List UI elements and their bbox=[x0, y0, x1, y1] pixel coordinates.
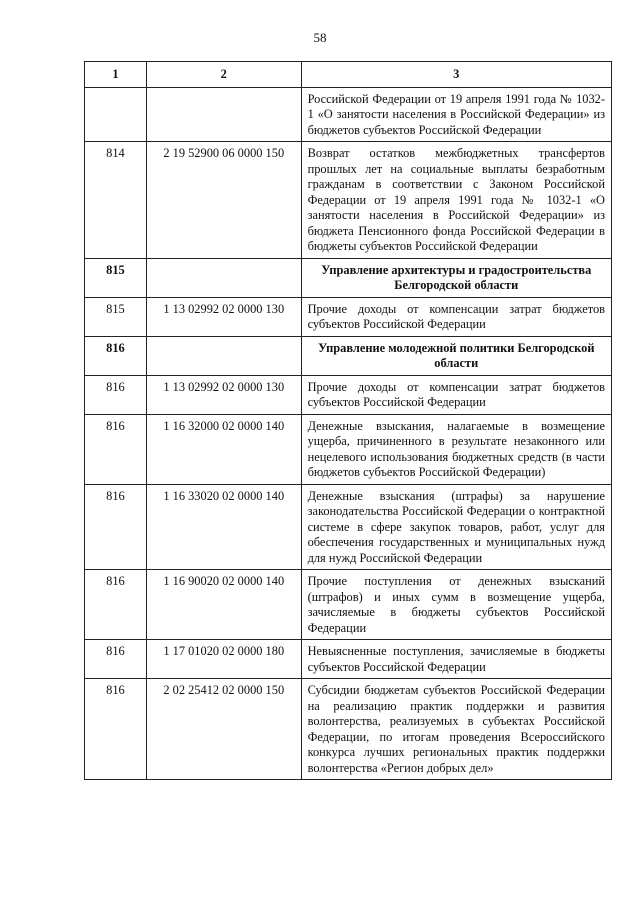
description-cell: Управление молодежной политики Белгородской области bbox=[301, 336, 611, 375]
revenue-code-cell: 1 13 02992 02 0000 130 bbox=[146, 297, 301, 336]
description-cell: Субсидии бюджетам субъектов Российской Федерации на реализацию практик поддержки и развития волонтерства, реализуемых в субъектах Российской Федерации, по итогам проведения Всероссийского конкурса лучших региональных практик поддержки волонтерства «Регион добрых дел» bbox=[301, 679, 611, 780]
revenue-code-cell bbox=[146, 258, 301, 297]
table-row bbox=[85, 414, 612, 484]
revenue-code-cell: 1 16 33020 02 0000 140 bbox=[146, 484, 301, 570]
table-row bbox=[85, 679, 612, 780]
description-cell: Прочие доходы от компенсации затрат бюджетов субъектов Российской Федерации bbox=[301, 375, 611, 414]
revenue-code-cell: 2 19 52900 06 0000 150 bbox=[146, 142, 301, 259]
description-cell: Прочие доходы от компенсации затрат бюджетов субъектов Российской Федерации bbox=[301, 297, 611, 336]
admin-code-cell: 816 bbox=[85, 336, 147, 375]
table-row bbox=[85, 484, 612, 570]
page-number: 58 bbox=[313, 30, 327, 45]
description-cell: Денежные взыскания (штрафы) за нарушение законодательства Российской Федерации о контрактной системе в сфере закупок товаров, работ, услуг для обеспечения государственных и муниципальных нужд для нужд Российской Федерации bbox=[301, 484, 611, 570]
table-header-row bbox=[85, 62, 612, 88]
table-body bbox=[85, 87, 612, 780]
admin-code-cell: 816 bbox=[85, 414, 147, 484]
header-col-2: 2 bbox=[146, 62, 301, 88]
table-row bbox=[85, 375, 612, 414]
description-cell: Денежные взыскания, налагаемые в возмещение ущерба, причиненного в результате незаконного или нецелевого использования бюджетных средств (в части бюджетов субъектов Российской Федерации) bbox=[301, 414, 611, 484]
admin-code-cell: 816 bbox=[85, 484, 147, 570]
revenue-code-cell: 1 13 02992 02 0000 130 bbox=[146, 375, 301, 414]
table-row bbox=[85, 142, 612, 259]
table-row bbox=[85, 87, 612, 142]
revenue-code-cell: 1 17 01020 02 0000 180 bbox=[146, 640, 301, 679]
admin-code-cell bbox=[85, 87, 147, 142]
admin-code-cell: 816 bbox=[85, 640, 147, 679]
revenue-code-cell: 2 02 25412 02 0000 150 bbox=[146, 679, 301, 780]
admin-code-cell: 816 bbox=[85, 679, 147, 780]
table-row-organization bbox=[85, 336, 612, 375]
table-row bbox=[85, 297, 612, 336]
header-col-1: 1 bbox=[85, 62, 147, 88]
table-row-organization bbox=[85, 258, 612, 297]
admin-code-cell: 816 bbox=[85, 570, 147, 640]
revenue-code-cell: 1 16 90020 02 0000 140 bbox=[146, 570, 301, 640]
table-row bbox=[85, 570, 612, 640]
admin-code-cell: 814 bbox=[85, 142, 147, 259]
admin-code-cell: 815 bbox=[85, 297, 147, 336]
admin-code-cell: 816 bbox=[85, 375, 147, 414]
description-cell: Управление архитектуры и градостроительства Белгородской области bbox=[301, 258, 611, 297]
revenue-code-cell: 1 16 32000 02 0000 140 bbox=[146, 414, 301, 484]
revenue-code-cell bbox=[146, 87, 301, 142]
header-col-3: 3 bbox=[301, 62, 611, 88]
admin-code-cell: 815 bbox=[85, 258, 147, 297]
revenue-code-cell bbox=[146, 336, 301, 375]
description-cell: Невыясненные поступления, зачисляемые в бюджеты субъектов Российской Федерации bbox=[301, 640, 611, 679]
description-cell: Российской Федерации от 19 апреля 1991 года № 1032-1 «О занятости населения в Российской Федерации» из бюджетов субъектов Российской Федерации bbox=[301, 87, 611, 142]
description-cell: Возврат остатков межбюджетных трансфертов прошлых лет на социальные выплаты безработным гражданам в соответствии с Законом Российской Федерации от 19 апреля 1991 года № 1032-1 «О занятости населения в Российской Федерации» из бюджета Пенсионного фонда Российской Федерации в бюджеты субъектов Российской Федерации bbox=[301, 142, 611, 259]
revenue-codes-table bbox=[84, 61, 612, 780]
table-row bbox=[85, 640, 612, 679]
description-cell: Прочие поступления от денежных взысканий (штрафов) и иных сумм в возмещение ущерба, зачисляемые в бюджеты субъектов Российской Федерации bbox=[301, 570, 611, 640]
